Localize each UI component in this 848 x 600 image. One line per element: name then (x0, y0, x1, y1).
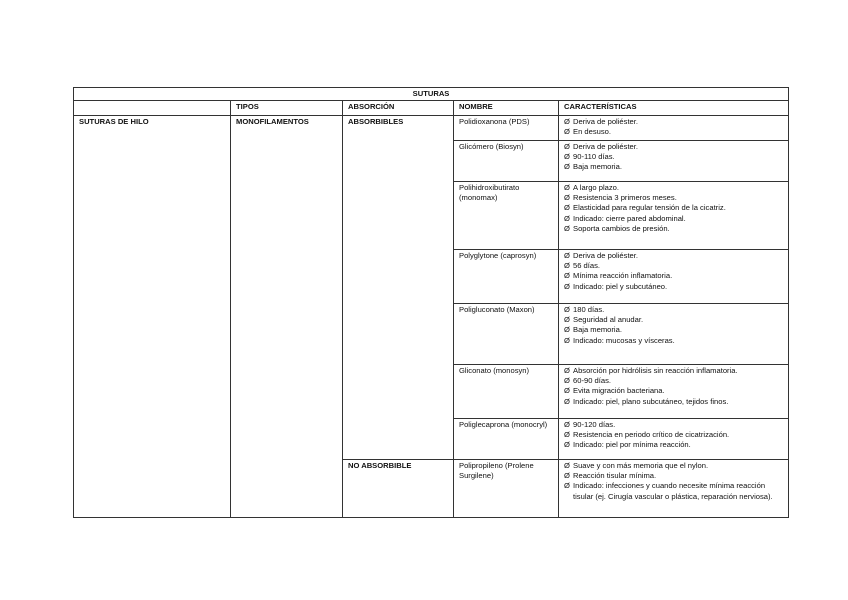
header-cell-caracteristicas: CARACTERÍSTICAS (559, 101, 789, 115)
suture-name-cell: Poliglecaprona (monocryl) (454, 418, 559, 459)
bullet-icon: Ø (564, 419, 570, 429)
bullet-icon: Ø (564, 152, 570, 162)
characteristic-text: 90-110 días. (573, 152, 615, 162)
characteristic-text: 56 días. (573, 261, 601, 271)
characteristics-cell (559, 115, 789, 140)
list-item (564, 397, 783, 407)
list-item (564, 183, 783, 193)
header-cell-empty (74, 101, 231, 115)
characteristic-text: Indicado: piel y subcutáneo. (573, 281, 668, 291)
bullet-icon: Ø (564, 376, 570, 386)
title-row (74, 88, 789, 101)
list-item (564, 305, 783, 315)
header-row (74, 101, 789, 115)
characteristics-cell (559, 181, 789, 249)
bullet-icon: Ø (564, 396, 570, 406)
bullet-icon: Ø (564, 116, 570, 126)
bullet-icon: Ø (564, 162, 570, 172)
characteristic-text: Absorción por hidrólisis sin reacción inflamatoria. (573, 365, 738, 375)
bullet-icon: Ø (564, 325, 570, 335)
bullet-icon: Ø (564, 250, 570, 260)
characteristics-list (564, 183, 783, 235)
characteristic-text: Indicado: piel por mínima reacción. (573, 440, 691, 450)
suture-name-cell: Gliconato (monosyn) (454, 364, 559, 418)
bullet-icon: Ø (564, 440, 570, 450)
characteristic-text: 90-120 días. (573, 419, 616, 429)
characteristic-text: Deriva de poliéster. (573, 250, 639, 260)
characteristic-text: Suave y con más memoria que el nylon. (573, 460, 709, 470)
list-item (564, 261, 783, 271)
characteristics-list (564, 366, 783, 408)
characteristic-text: Seguridad al anudar. (573, 315, 644, 325)
list-item (564, 366, 783, 376)
characteristic-text: Indicado: piel, plano subcutáneo, tejidos finos. (573, 396, 729, 406)
bullet-icon: Ø (564, 281, 570, 291)
characteristic-text: Deriva de poliéster. (573, 116, 639, 126)
bullet-icon: Ø (564, 471, 570, 481)
suture-name-cell: Polidioxanona (PDS) (454, 115, 559, 140)
suture-name-cell: Glicómero (Biosyn) (454, 140, 559, 181)
characteristics-list (564, 420, 783, 451)
absorption-cell: NO ABSORBIBLE (343, 459, 454, 517)
characteristic-text: Indicado: mucosas y vísceras. (573, 335, 675, 345)
bullet-icon: Ø (564, 365, 570, 375)
header-cell-tipos: TIPOS (231, 101, 343, 115)
characteristics-cell (559, 459, 789, 517)
list-item (564, 127, 783, 137)
type-cell: MONOFILAMENTOS (231, 115, 343, 517)
bullet-icon: Ø (564, 213, 570, 223)
bullet-icon: Ø (564, 224, 570, 234)
list-item (564, 386, 783, 396)
list-item (564, 203, 783, 213)
list-item (564, 193, 783, 203)
bullet-icon: Ø (564, 335, 570, 345)
bullet-icon: Ø (564, 430, 570, 440)
characteristics-cell (559, 303, 789, 364)
characteristic-text: En desuso. (573, 127, 611, 137)
list-item (564, 325, 783, 335)
characteristic-text: Resistencia 3 primeros meses. (573, 193, 677, 203)
bullet-icon: Ø (564, 460, 570, 470)
characteristic-text: Resistencia en periodo crítico de cicatrización. (573, 430, 730, 440)
list-item (564, 461, 783, 471)
characteristic-text: Deriva de poliéster. (573, 141, 639, 151)
bullet-icon: Ø (564, 182, 570, 192)
characteristic-text: Elasticidad para regular tensión de la cicatriz. (573, 203, 726, 213)
characteristics-cell (559, 418, 789, 459)
list-item (564, 271, 783, 281)
characteristics-cell (559, 364, 789, 418)
list-item (564, 336, 783, 346)
characteristics-list (564, 251, 783, 293)
bullet-icon: Ø (564, 203, 570, 213)
list-item (564, 251, 783, 261)
category-cell: SUTURAS DE HILO (74, 115, 231, 517)
suture-name-cell: Polipropileno (Prolene Surgilene) (454, 459, 559, 517)
list-item (564, 440, 783, 450)
list-item (564, 117, 783, 127)
list-item (564, 481, 783, 502)
characteristic-text: 180 días. (573, 304, 605, 314)
list-item (564, 152, 783, 162)
suture-name-cell: Polyglytone (caprosyn) (454, 249, 559, 303)
bullet-icon: Ø (564, 261, 570, 271)
sutures-table (73, 87, 789, 518)
bullet-icon: Ø (564, 141, 570, 151)
list-item (564, 420, 783, 430)
header-cell-nombre: NOMBRE (454, 101, 559, 115)
list-item (564, 471, 783, 481)
bullet-icon: Ø (564, 315, 570, 325)
list-item (564, 162, 783, 172)
bullet-icon: Ø (564, 193, 570, 203)
list-item (564, 214, 783, 224)
list-item (564, 430, 783, 440)
characteristic-text: Mínima reacción inflamatoria. (573, 271, 673, 281)
characteristics-cell (559, 249, 789, 303)
absorption-cell: ABSORBIBLES (343, 115, 454, 459)
bullet-icon: Ø (564, 304, 570, 314)
list-item (564, 282, 783, 292)
characteristic-text: Indicado: infecciones y cuando necesite mínima reacción tisular (ej. Cirugía vascular o plástica, reparación nerviosa). (573, 481, 773, 501)
suture-name-cell: Polihidroxibutirato (monomax) (454, 181, 559, 249)
characteristic-text: Baja memoria. (573, 325, 622, 335)
characteristics-list (564, 305, 783, 347)
header-cell-absorcion: ABSORCIÓN (343, 101, 454, 115)
bullet-icon: Ø (564, 271, 570, 281)
list-item (564, 142, 783, 152)
table-title: SUTURAS (74, 88, 789, 101)
list-item (564, 376, 783, 386)
table-row (74, 115, 789, 140)
characteristics-list (564, 117, 783, 138)
characteristic-text: Indicado: cierre pared abdominal. (573, 213, 686, 223)
characteristic-text: Baja memoria. (573, 162, 622, 172)
list-item (564, 224, 783, 234)
characteristic-text: Soporta cambios de presión. (573, 224, 670, 234)
bullet-icon: Ø (564, 127, 570, 137)
characteristic-text: Evita migración bacteriana. (573, 386, 665, 396)
characteristics-list (564, 142, 783, 173)
characteristics-cell (559, 140, 789, 181)
list-item (564, 315, 783, 325)
characteristics-list (564, 461, 783, 503)
characteristic-text: 60-90 días. (573, 376, 611, 386)
bullet-icon: Ø (564, 481, 570, 491)
suture-name-cell: Poligluconato (Maxon) (454, 303, 559, 364)
bullet-icon: Ø (564, 386, 570, 396)
characteristic-text: A largo plazo. (573, 182, 620, 192)
sutures-document (73, 87, 788, 518)
characteristic-text: Reacción tisular mínima. (573, 471, 657, 481)
